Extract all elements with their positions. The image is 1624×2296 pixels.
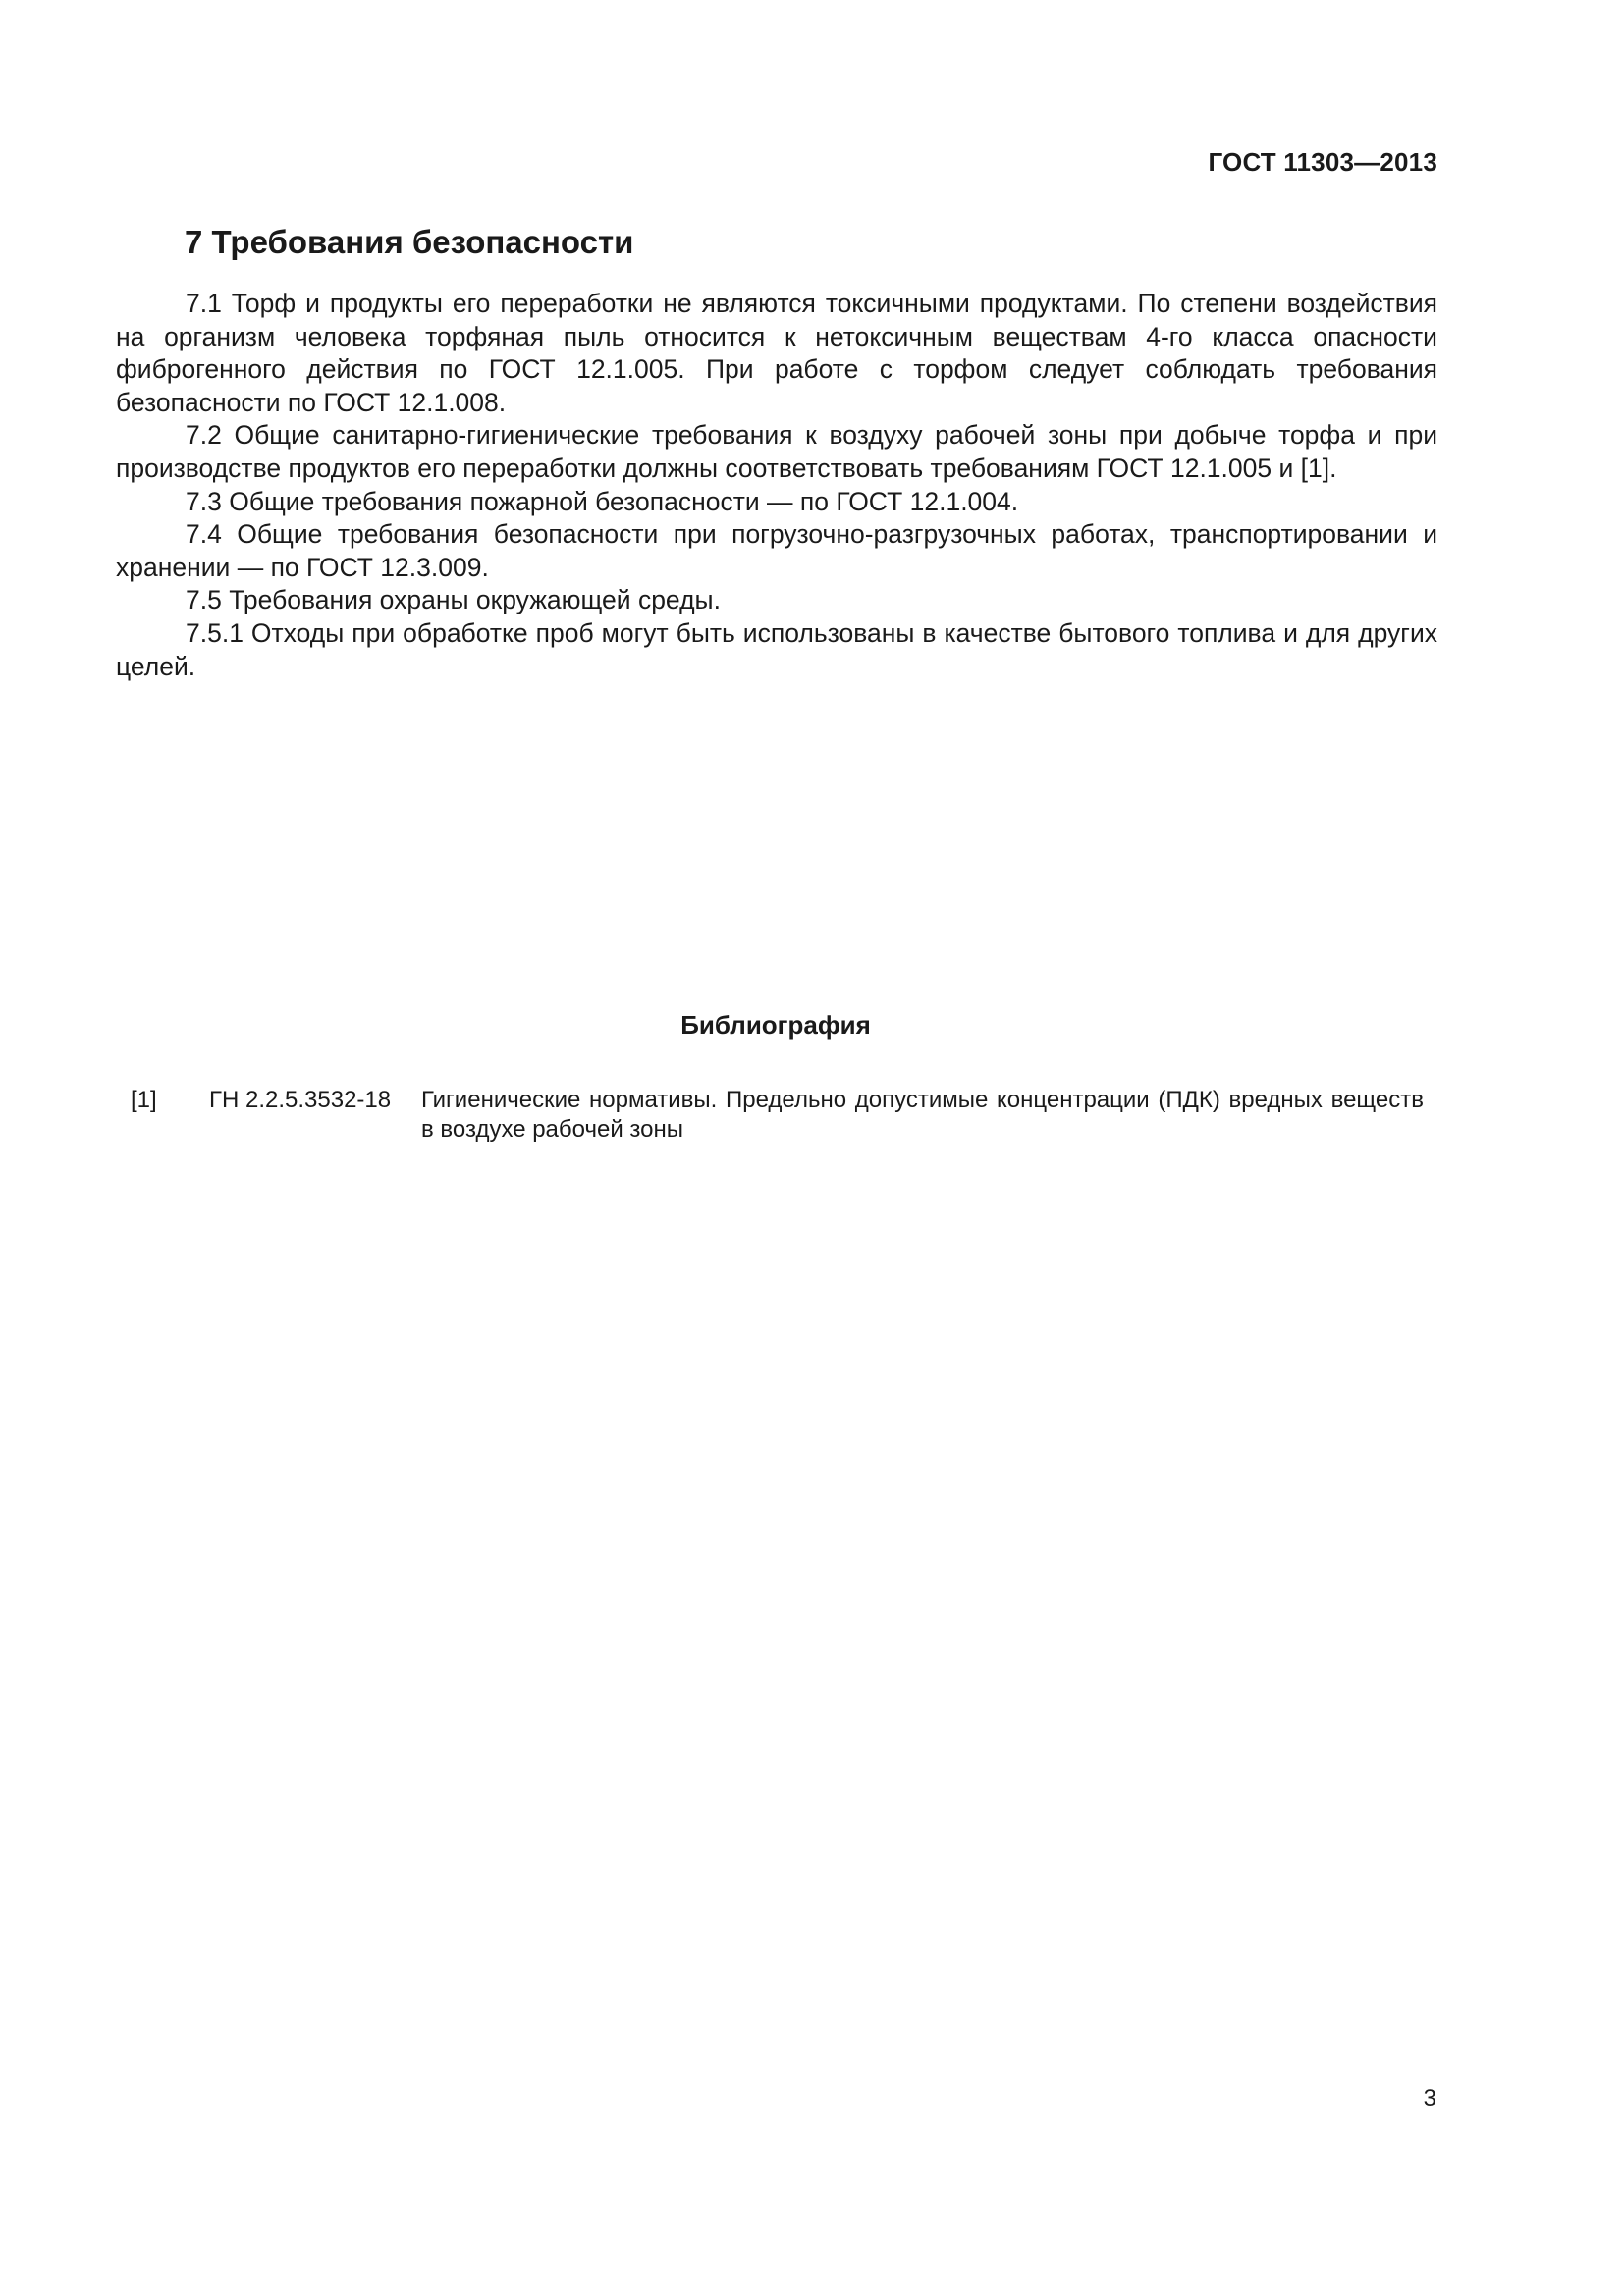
bibliography-entry-title: Гигиенические нормативы. Предельно допустимые концентрации (ПДК) вредных веществ в воздухе рабочей зоны	[421, 1087, 1424, 1143]
bibliography-entry-code: ГН 2.2.5.3532-18	[209, 1087, 392, 1113]
section-body	[116, 288, 1437, 683]
paragraph-7-3: 7.3 Общие требования пожарной безопасности — по ГОСТ 12.1.004.	[186, 486, 1019, 516]
paragraph-7-2: 7.2 Общие санитарно-гигиенические требования к воздуху рабочей зоны при добыче торфа и при производстве продуктов его переработки должны соответствовать требованиям ГОСТ 12.1.005 и [1].	[116, 420, 1437, 483]
section-title: 7 Требования безопасности	[185, 224, 634, 260]
page-number: 3	[1423, 2085, 1436, 2111]
document-code: ГОСТ 11303—2013	[1208, 147, 1437, 177]
bibliography-entry-number: [1]	[131, 1087, 157, 1113]
paragraph-7-5: 7.5 Требования охраны окружающей среды.	[186, 585, 721, 615]
paragraph-7-4: 7.4 Общие требования безопасности при погрузочно-разгрузочных работах, транспортировании и хранении — по ГОСТ 12.3.009.	[116, 519, 1437, 582]
paragraph-7-5-1: 7.5.1 Отходы при обработке проб могут быть использованы в качестве бытового топлива и для других целей.	[116, 617, 1437, 681]
paragraph-7-1: 7.1 Торф и продукты его переработки не являются токсичными продуктами. По степени воздействия на организм человека торфяная пыль относится к нетоксичным веществам 4-го класса опасности фиброгенного действия по ГОСТ 12.1.005. При работе с торфом следует соблюдать требования безопасности по ГОСТ 12.1.008.	[116, 289, 1437, 417]
bibliography-entry	[131, 1086, 1424, 1145]
bibliography-title: Библиография	[680, 1010, 871, 1040]
